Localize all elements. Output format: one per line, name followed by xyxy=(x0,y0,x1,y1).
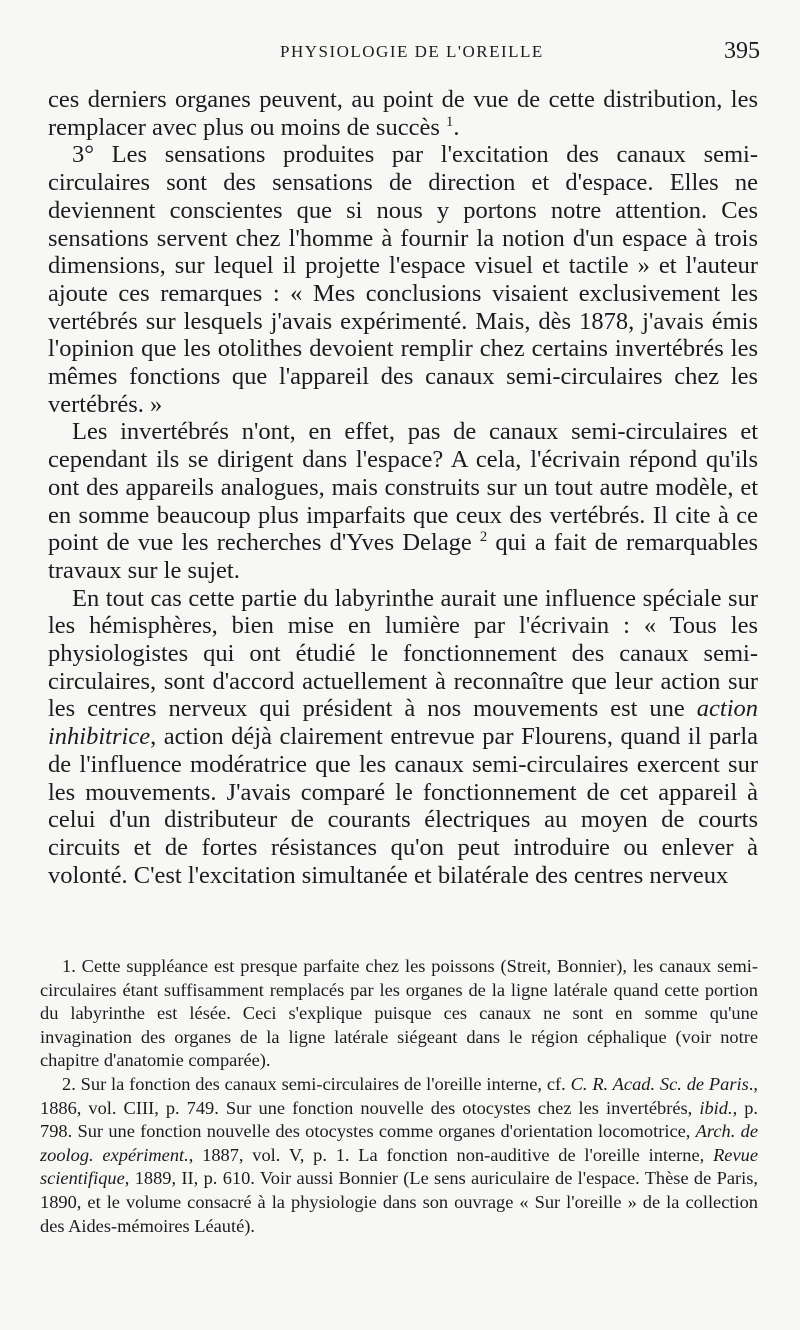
footnote-2 xyxy=(40,1073,758,1238)
citation-title: Arch. de zoolog. expériment. xyxy=(40,1121,758,1165)
paragraph: 3° Les sensations produites par l'excitation des canaux semi-circulaires sont des sensations de direction et d'espace. Elles ne deviennent conscientes que si nous y portons notre attention. Ces sensations servent chez l'homme à fournir la notion d'un espace à trois dimensions, sur lequel il projette l'espace visuel et tactile » et l'auteur ajoute ces remarques : « Mes conclusions visaient exclusivement les vertébrés sur lesquels j'avais expérimenté. Mais, dès 1878, j'avais émis l'opinion que les otolithes devoient remplir chez certains invertébrés les mêmes fonctions que l'appareil des canaux semi-circulaires chez les vertébrés. » xyxy=(48,141,758,418)
citation-title: ibid. xyxy=(699,1097,733,1118)
footnotes xyxy=(40,955,758,1238)
paragraph-text: . xyxy=(453,113,460,141)
footnote-text: , 1889, II, p. 610. Voir aussi Bonnier (Le sens auriculaire de l'espace. Thèse de Paris, 1890, et le volume consacré à la physiologie dans son ouvrage « Sur l'oreille » de la collection des Aides-mémoires Léauté). xyxy=(40,1168,758,1236)
footnote-text: 2. Sur la fonction des canaux semi-circulaires de l'oreille interne, cf. xyxy=(62,1073,566,1094)
footnote-ref: 2 xyxy=(479,529,488,546)
paragraph-text: En tout cas cette partie du labyrinthe aurait une influence spéciale sur les hémisphères, bien mise en lumière par l'écrivain : « Tous les physiologistes qui ont étudié le fonctionnement des canaux semi-circulaires, sont d'accord actuellement à reconnaître que leur action sur les centres nerveux qui président à nos mouvements est une xyxy=(48,584,758,723)
citation-title: C. R. Acad. Sc. de Paris xyxy=(570,1073,749,1094)
paragraph xyxy=(48,418,758,584)
page-header xyxy=(0,38,800,74)
footnote-1: 1. Cette suppléance est presque parfaite chez les poissons (Streit, Bonnier), les canaux semi-circulaires étant suffisamment remplacés par les organes de la ligne latérale quand cette portion du labyrinthe est lésée. Ceci s'explique puisque ces canaux ne sont en somme qu'une invagination des organes de la ligne latérale siégeant dans le région céphalique (voir notre chapitre d'anatomie comparée). xyxy=(40,956,758,1071)
page-number: 395 xyxy=(724,38,760,64)
running-title: PHYSIOLOGIE DE L'OREILLE xyxy=(280,42,544,61)
paragraph xyxy=(48,585,758,890)
footnote-text: , p. 798. Sur une fonction nouvelle des otocystes comme organes d'orientation locomotrice, xyxy=(40,1097,758,1142)
paragraph-text: Les invertébrés n'ont, en effet, pas de canaux semi-circulaires et cependant ils se dirigent dans l'espace? A cela, l'écrivain répond qu'ils ont des appareils analogues, mais construits sur un tout autre modèle, et en somme beaucoup plus imparfaits que ceux des vertébrés. Il cite à ce point de vue les recherches d'Yves Delage xyxy=(48,418,758,557)
citation-title: Revue scientifique xyxy=(40,1144,758,1189)
footnote-ref: 1 xyxy=(445,113,454,130)
footnote-text: ., 1886, vol. CIII, p. 749. Sur une fonction nouvelle des otocystes chez les invertébrés, xyxy=(40,1073,758,1118)
paragraph-text: ces derniers organes peuvent, au point de vue de cette distribution, les remplacer avec plus ou moins de succès xyxy=(48,86,758,141)
paragraph-text: qui a fait de remarquables travaux sur le sujet. xyxy=(48,529,758,584)
paragraph xyxy=(48,86,758,141)
paragraph-text: , action déjà clairement entrevue par Flourens, quand il parla de l'influence modératrice que les canaux semi-circulaires exercent sur les mouvements. J'avais comparé le fonctionnement de cet appareil à celui d'un distributeur de courants électriques au moyen de courts circuits et de fortes résistances qu'on peut introduire ou enlever à volonté. C'est l'excitation simultanée et bilatérale des centres nerveux xyxy=(48,723,758,889)
emphasis-text: action inhibitrice xyxy=(48,695,759,751)
footnote-text: , 1887, vol. V, p. 1. La fonction non-auditive de l'oreille interne, xyxy=(188,1144,705,1165)
main-text xyxy=(48,86,758,889)
